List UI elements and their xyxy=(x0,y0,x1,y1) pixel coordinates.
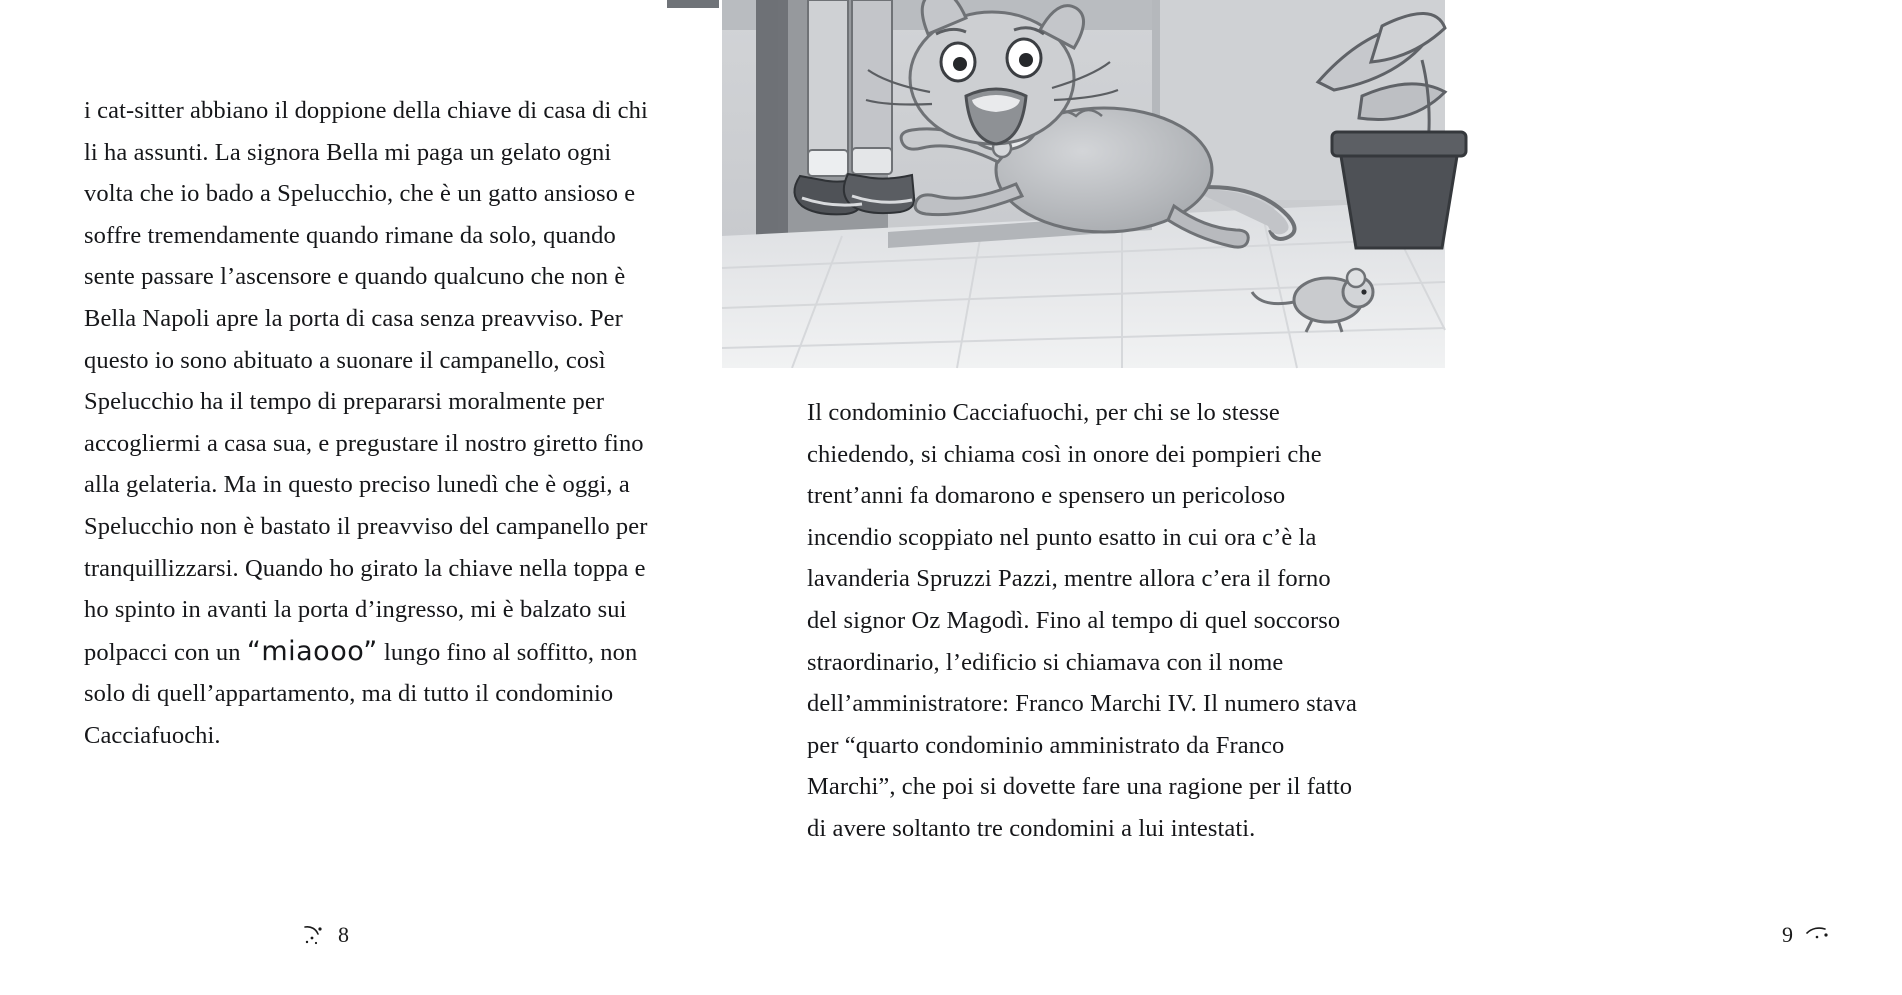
folio-ornament-icon xyxy=(1803,923,1829,947)
left-body-part1: i cat-sitter abbiano il doppione della chiave di casa di chi li ha assunti. La signora Bella mi paga un gelato ogni volta che io bado a Spelucchio, che è un gatto ansioso e soffre tremendamente quando rimane da solo, quando sente passare l’ascensore e quando qualcuno che non è Bella Napoli apre la porta di casa senza preavviso. Per questo io sono abituato a suonare il campanello, così Spelucchio ha il tempo di prepararsi moralmente per accogliermi a casa sua, e pregustare il nostro giretto fino alla gelateria. Ma in questo preciso lunedì che è oggi, a Spelucchio non è bastato il preavviso del campanello per tranquillizzarsi. Quando ho girato la chiave nella toppa e ho spinto in avanti la porta d’ingresso, mi è balzato sui polpacci con un xyxy=(84,97,648,666)
binding-notch xyxy=(667,0,719,8)
left-page xyxy=(0,0,722,995)
folio-right xyxy=(1782,922,1902,948)
illustration-bottom-margin xyxy=(722,368,810,430)
illustration-svg xyxy=(722,0,1445,368)
right-page-body xyxy=(807,392,1367,850)
page-number-left: 8 xyxy=(338,922,349,947)
folio-left xyxy=(302,922,422,948)
right-page xyxy=(722,0,1793,995)
left-body-part2: lungo fino al soffitto, non solo di quell’appartamento, ma di tutto il condominio Cacciafuochi. xyxy=(84,638,638,749)
illustration-cat-jumping xyxy=(722,0,1445,368)
right-body-paragraph: Il condominio Cacciafuochi, per chi se lo stesse chiedendo, si chiama così in onore dei pompieri che trent’anni fa domarono e spensero un pericoloso incendio scoppiato nel punto esatto in cui ora c’è la lavanderia Spruzzi Pazzi, mentre allora c’era il forno del signor Oz Magodì. Fino al tempo di quel soccorso straordinario, l’edificio si chiamava con il nome dell’amministratore: Franco Marchi IV. Il numero stava per “quarto condominio amministrato da Franco Marchi”, che poi si dovette fare una ragione per il fatto di avere soltanto tre condomini a lui intestati. xyxy=(807,399,1357,842)
left-page-body xyxy=(84,90,654,757)
folio-ornament-icon xyxy=(302,923,328,947)
shout-word: “miaooo” xyxy=(246,635,378,667)
page-number-right: 9 xyxy=(1782,922,1793,947)
